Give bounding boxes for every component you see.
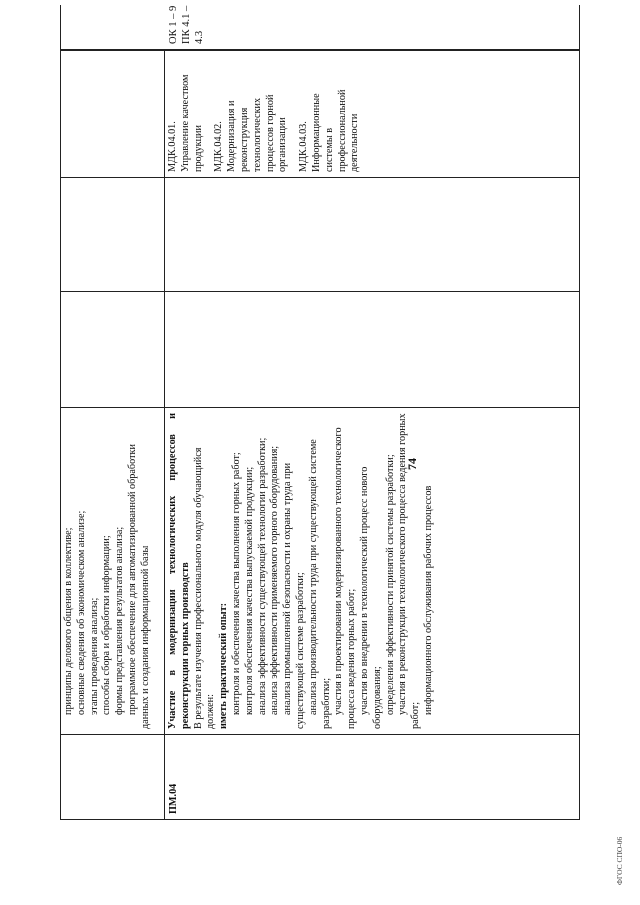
curriculum-table (60, 50, 580, 820)
experience-item: анализа эффективности применяемого горного оборудования; (269, 445, 281, 715)
continuation-line: принципы делового общения в коллективе; (63, 527, 74, 715)
continuation-line: этапы проведения анализа; (88, 597, 100, 715)
experience-item: анализа промышленной безопасности и охраны труда при существующей системе разработки; (282, 462, 306, 729)
continuation-line: программное обеспечение для автоматизированной обработки данных и создания информационной базы (126, 444, 151, 729)
experience-item: участия во внедрении в технологический процесс нового оборудования; (358, 466, 383, 729)
mdk-cell (165, 51, 579, 177)
competency: ПК 4.1 – 4.3 (180, 5, 205, 44)
continuation-cell (61, 408, 164, 734)
mdk-code: МДК.04.03. (298, 121, 310, 172)
experience-item: определения эффективности принятой системы разработки; (384, 454, 396, 715)
competency: ОК 1 – 9 (168, 5, 179, 44)
mdk-name: Управление качеством продукции (179, 74, 204, 172)
experience-heading: иметь практический опыт: (218, 602, 230, 729)
mdk-name: Модернизация и реконструкция технологических процессов горной организации (226, 94, 289, 172)
continuation-line: способы сбора и обработки информации; (101, 535, 113, 715)
experience-item: контроля и обеспечения качества выполнения горных работ; (230, 452, 242, 715)
experience-item: анализа эффективности существующей технологии разработки; (256, 437, 268, 715)
mdk-code: МДК.04.01. (167, 121, 178, 172)
experience-item: информационного обслуживания рабочих процессов (422, 485, 434, 715)
page-number: 74 (405, 458, 419, 470)
module-code: ПМ.04 (168, 783, 179, 814)
experience-item: анализа производительности труда при существующей системе разработки; (307, 439, 332, 729)
module-description-cell (165, 408, 579, 734)
competencies-cell (166, 0, 226, 49)
continuation-line: формы представления результатов анализа; (114, 526, 126, 715)
continuation-line: основные сведения об экономическом анализе; (75, 510, 87, 715)
mdk-name: Информационные системы в профессиональной деятельности (310, 89, 361, 172)
experience-item: контроля обеспечения качества выпускаемой продукции; (243, 466, 255, 715)
module-intro: В результате изучения профессионального модуля обучающийся должен: (192, 447, 217, 729)
experience-item: участия в реконструкции технологического процесса ведения горных работ; (397, 413, 422, 729)
module-title: Участие в модернизации технологических процессов и реконструкции горных производств (167, 413, 191, 729)
footer-code: ФГОС СПО-06 (615, 836, 624, 885)
experience-item: участия в проектировании модернизированного технологического процесса ведения горных работ; (333, 427, 358, 729)
mdk-code: МДК.04.02. (213, 121, 225, 172)
